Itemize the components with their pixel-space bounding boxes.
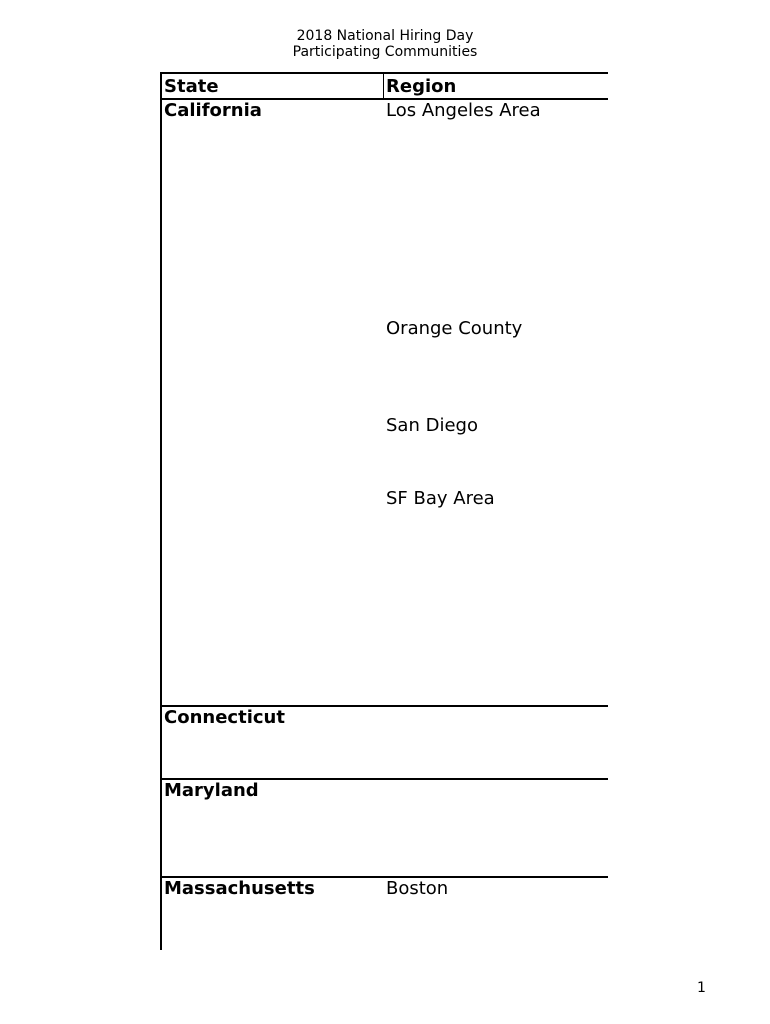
page-number: 1	[697, 980, 706, 996]
column-header-state: State	[164, 76, 219, 97]
table-top-border	[160, 72, 608, 74]
region-cell-sf-bay-area: SF Bay Area	[386, 488, 495, 509]
document-title: 2018 National Hiring Day	[296, 28, 474, 44]
region-cell-san-diego: San Diego	[386, 415, 478, 436]
table-left-border	[160, 72, 162, 950]
region-cell-boston: Boston	[386, 878, 449, 899]
state-cell-massachusetts: Massachusetts	[164, 878, 315, 899]
document-subtitle: Participating Communities	[292, 44, 478, 60]
region-cell-orange-county: Orange County	[386, 318, 523, 339]
region-cell-los-angeles: Los Angeles Area	[386, 100, 541, 121]
state-cell-california: California	[164, 100, 262, 121]
column-header-region: Region	[386, 76, 457, 97]
state-cell-maryland: Maryland	[164, 780, 259, 801]
state-cell-connecticut: Connecticut	[164, 707, 285, 728]
header-column-divider	[383, 73, 384, 100]
